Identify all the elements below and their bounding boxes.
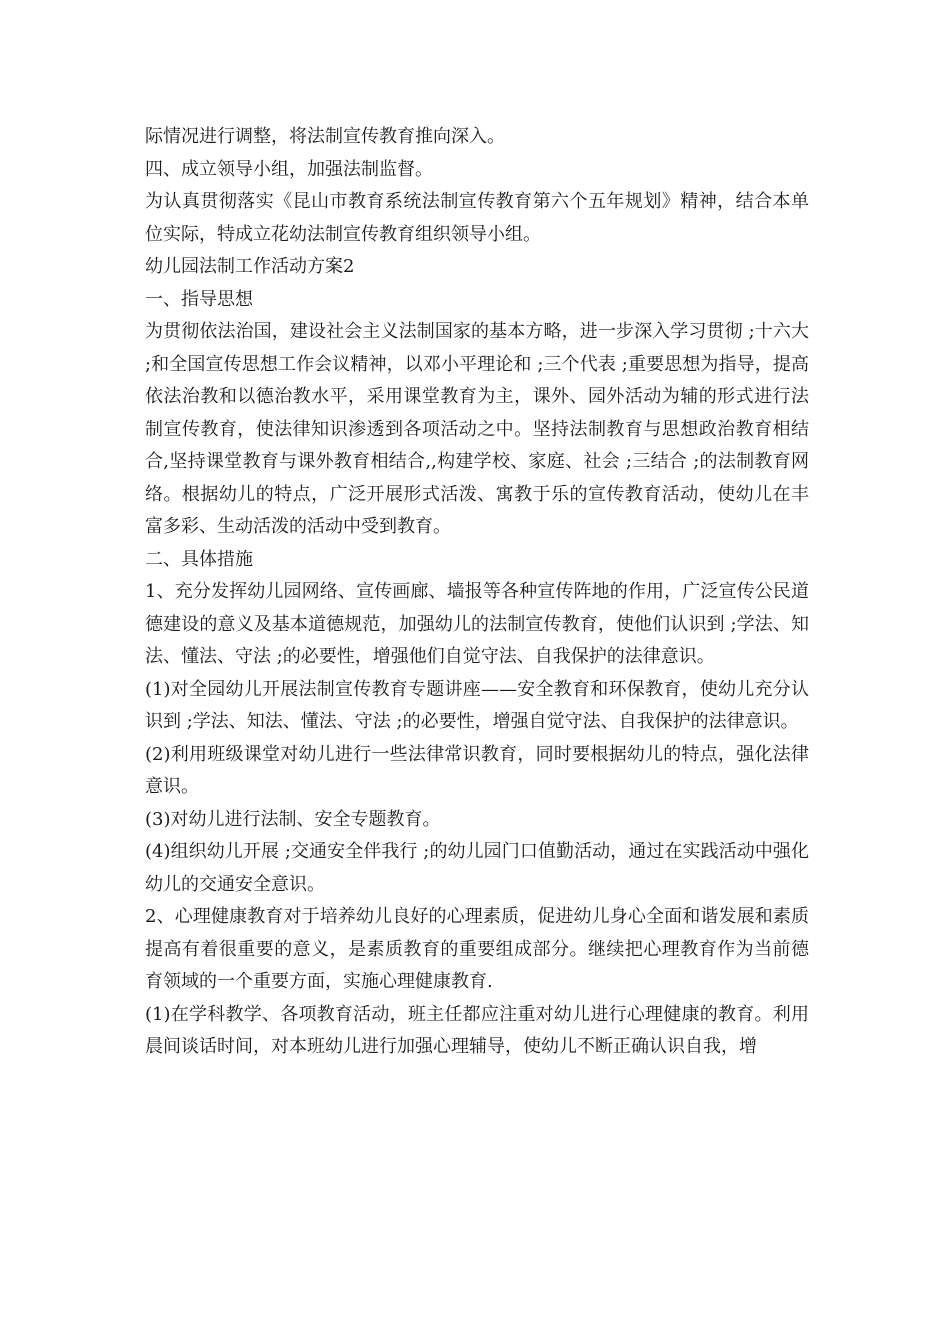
plan-title: 幼儿园法制工作活动方案2 [145, 256, 355, 277]
paragraph-measure-1: 1、充分发挥幼儿园网络、宣传画廊、墙报等各种宣传阵地的作用，广泛宣传公民道德建设的意义及基本道德规范，加强幼儿的法制宣传教育，使他们认识到 ;学法、知法、懂法、守法 ;的必要性，增强他们自觉守法、自我保护的法律意识。 [145, 581, 809, 667]
paragraph-guiding-thought: 为贯彻依法治国，建设社会主义法制国家的基本方略，进一步深入学习贯彻 ;十六大 ;和全国宣传思想工作会议精神，以邓小平理论和 ;三个代表 ;重要思想为指导，提高依法治教和以德治教水平，采用课堂教育为主，课外、园外活动为辅的形式进行法制宣传教育，使法律知识渗透到各项活动之中。坚持法制教育与思想政治教育相结合,坚持课堂教育与课外教育相结合,,构建学校、家庭、社会 ;三结合 ;的法制教育网络。根据幼儿的特点，广泛开展形式活泼、寓教于乐的宣传教育活动，使幼儿在丰富多彩、生动活泼的活动中受到教育。 [145, 321, 809, 537]
paragraph-measure-1-item-4: (4)组织幼儿开展 ;交通安全伴我行 ;的幼儿园门口值勤活动，通过在实践活动中强化幼儿的交通安全意识。 [145, 841, 809, 895]
paragraph-measure-1-item-3: (3)对幼儿进行法制、安全专题教育。 [145, 808, 441, 830]
paragraph-measure-1-item-2: (2)利用班级课堂对幼儿进行一些法律常识教育，同时要根据幼儿的特点，强化法律意识。 [145, 743, 809, 797]
paragraph-measure-2-item-1: (1)在学科教学、各项教育活动，班主任都应注重对幼儿进行心理健康的教育。利用晨间谈话时间，对本班幼儿进行加强心理辅导，使幼儿不断正确认识自我，增 [145, 1003, 809, 1057]
paragraph-continuation: 际情况进行调整，将法制宣传教育推向深入。 [145, 126, 505, 147]
paragraph-measure-1-item-1: (1)对全园幼儿开展法制宣传教育专题讲座——安全教育和环保教育，使幼儿充分认识到 ;学法、知法、懂法、守法 ;的必要性，增强自觉守法、自我保护的法律意识。 [145, 678, 809, 732]
document-body [145, 121, 809, 1064]
section-heading-guiding-thought: 一、指导思想 [145, 288, 253, 310]
section-heading-measures: 二、具体措施 [145, 548, 253, 570]
section-heading-leadership: 四、成立领导小组，加强法制监督。 [145, 158, 433, 180]
paragraph-measure-2: 2、心理健康教育对于培养幼儿良好的心理素质，促进幼儿身心全面和谐发展和素质提高有着很重要的意义，是素质教育的重要组成部分。继续把心理教育作为当前德育领域的一个重要方面，实施心理健康教育. [145, 906, 809, 992]
paragraph-leadership-group: 为认真贯彻落实《昆山市教育系统法制宣传教育第六个五年规划》精神，结合本单位实际，特成立花幼法制宣传教育组织领导小组。 [145, 191, 809, 245]
